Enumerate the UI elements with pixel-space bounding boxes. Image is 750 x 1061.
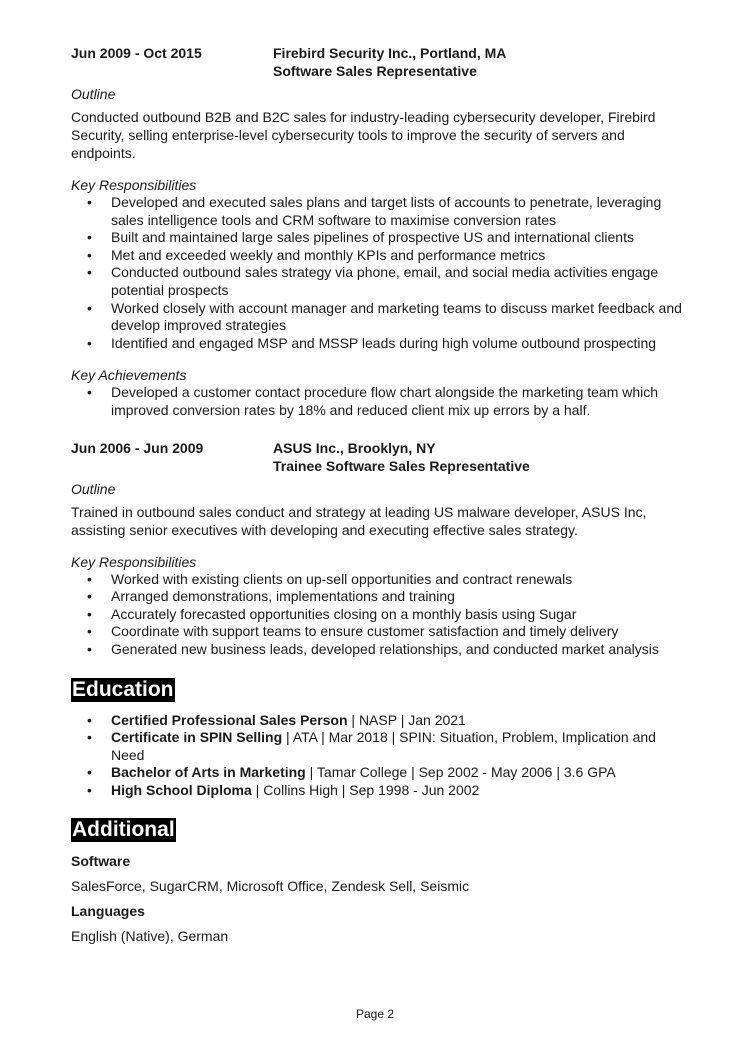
achievements-label: Key Achievements [71, 367, 187, 384]
job-dates: Jun 2009 - Oct 2015 [71, 45, 202, 61]
education-item [71, 729, 683, 764]
software-label: Software [71, 853, 131, 870]
job-dates: Jun 2006 - Jun 2009 [71, 439, 204, 456]
job-header [71, 439, 683, 475]
job-company: ASUS Inc., Brooklyn, NY [273, 439, 436, 456]
education-list [71, 712, 683, 800]
languages-label: Languages [71, 903, 145, 920]
education-details: | Tamar College | Sep 2002 - May 2006 | 3.6 GPA [305, 764, 616, 781]
list-item: • Arranged demonstrations, implementations and training [71, 588, 683, 606]
responsibilities-list [71, 194, 683, 352]
list-item: • Built and maintained large sales pipelines of prospective US and international clients [71, 229, 683, 247]
software-list: SalesForce, SugarCRM, Microsoft Office, Zendesk Sell, Seismic [71, 878, 470, 895]
list-item: • Met and exceeded weekly and monthly KPIs and performance metrics [71, 247, 683, 265]
list-item: • Accurately forecasted opportunities closing on a monthly basis using Sugar [71, 606, 683, 624]
achievements-list [71, 384, 683, 419]
education-details: | ATA | Mar 2018 | SPIN: Situation, Problem, Implication and Need [111, 729, 656, 763]
resume-page-body [71, 44, 683, 945]
education-name: Certificate in SPIN Selling [111, 729, 283, 746]
job-company: Firebird Security Inc., Portland, MA [273, 45, 507, 61]
section-heading-education: Education [72, 677, 174, 701]
education-item [71, 782, 683, 800]
list-item: • Identified and engaged MSP and MSSP leads during high volume outbound prospecting [71, 335, 683, 353]
education-section [71, 678, 683, 800]
list-item: • Developed a customer contact procedure flow chart alongside the marketing team which improved conversion rates by 18% and reduced client mix up errors by a half. [71, 384, 683, 419]
education-item [71, 764, 683, 782]
job-entry [71, 44, 683, 420]
list-item: • Worked closely with account manager and marketing teams to discuss market feedback and develop improved strategies [71, 300, 683, 335]
job-title: Software Sales Representative [273, 63, 477, 79]
outline-text: Conducted outbound B2B and B2C sales for industry-leading cybersecurity developer, Firebird Security, selling enterprise-level cybersecurity tools to improve the security of servers and endpoints. [71, 109, 656, 161]
responsibilities-list [71, 571, 683, 659]
responsibilities-label: Key Responsibilities [71, 553, 197, 570]
outline-label: Outline [71, 480, 116, 497]
additional-section [71, 818, 683, 945]
responsibilities-label: Key Responsibilities [71, 177, 197, 193]
section-heading-additional: Additional [72, 818, 175, 842]
page-number: Page 2 [355, 1007, 395, 1021]
education-item [71, 712, 683, 730]
education-name: Bachelor of Arts in Marketing [111, 764, 306, 781]
outline-label: Outline [71, 86, 116, 102]
outline-text: Trained in outbound sales conduct and strategy at leading US malware developer, ASUS Inc, assisting senior executives with developing and executing effective sales strategy. [71, 503, 647, 538]
list-item: • Worked with existing clients on up-sell opportunities and contract renewals [71, 571, 683, 589]
education-details: | Collins High | Sep 1998 - Jun 2002 [251, 781, 480, 798]
job-header [71, 44, 683, 80]
education-name: High School Diploma [111, 781, 252, 798]
education-details: | NASP | Jan 2021 [347, 711, 466, 728]
list-item: • Conducted outbound sales strategy via phone, email, and social media activities engage potential prospects [71, 264, 683, 299]
education-name: Certified Professional Sales Person [111, 711, 348, 728]
list-item: • Generated new business leads, developed relationships, and conducted market analysis [71, 641, 683, 659]
job-entry [71, 439, 683, 659]
job-title: Trainee Software Sales Representative [273, 457, 530, 474]
languages-list: English (Native), German [71, 928, 229, 945]
list-item: • Coordinate with support teams to ensure customer satisfaction and timely delivery [71, 623, 683, 641]
list-item: • Developed and executed sales plans and target lists of accounts to penetrate, leveraging sales intelligence tools and CRM software to maximise conversion rates [71, 194, 683, 229]
